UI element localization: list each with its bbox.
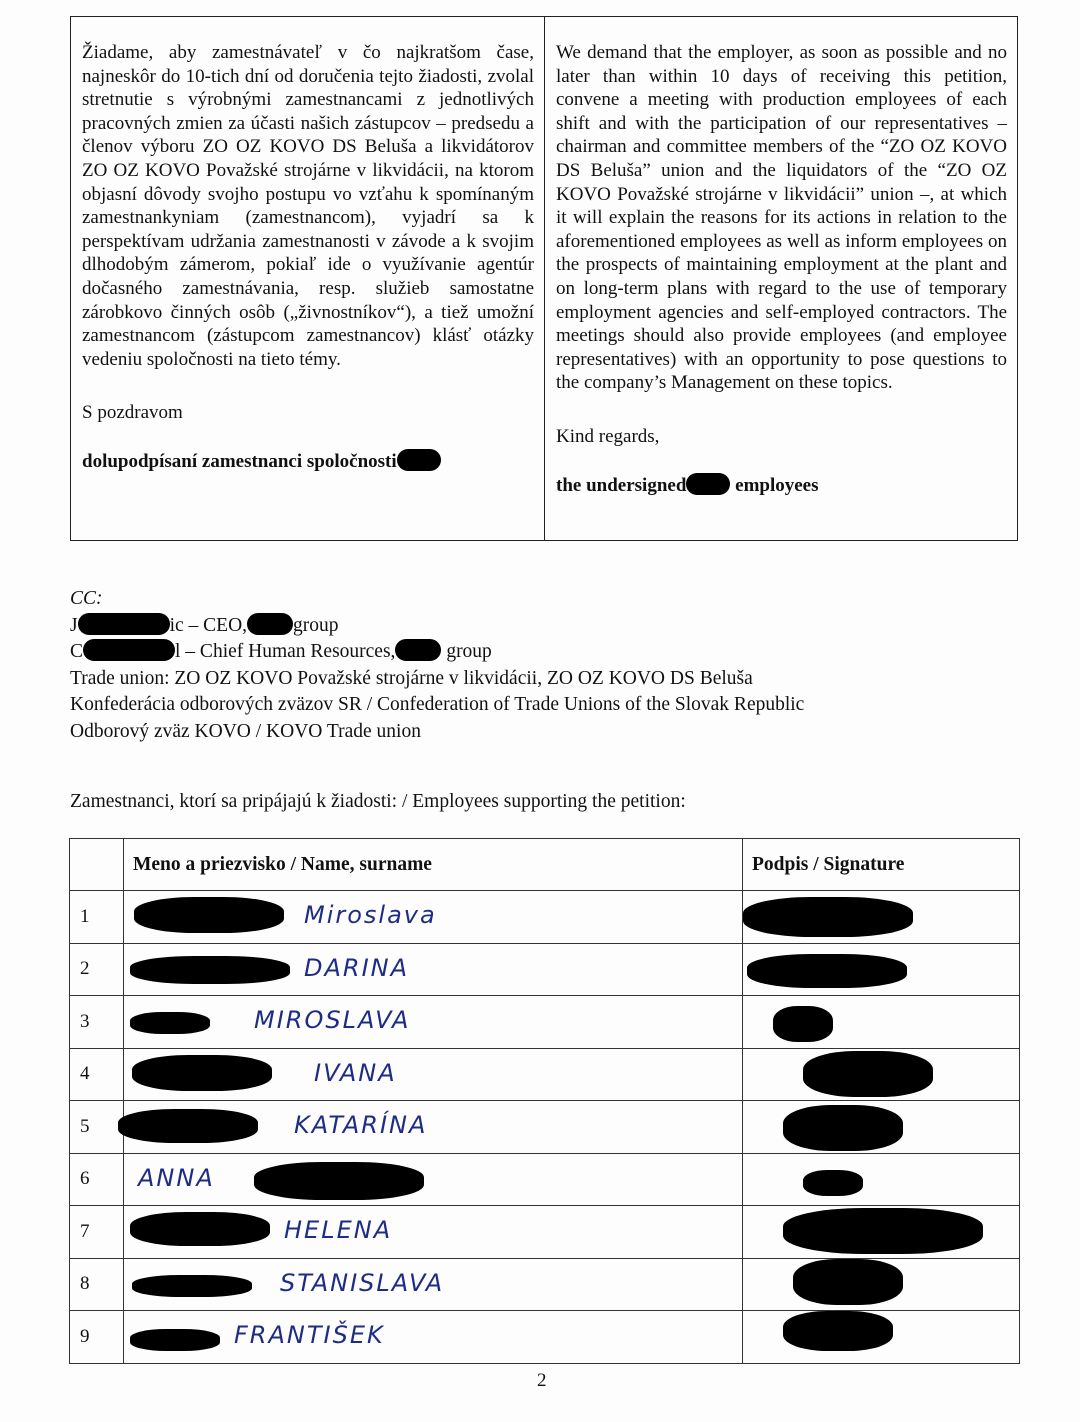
signature-cell: [743, 943, 1020, 996]
cc-hr-initial: C: [70, 641, 84, 663]
redaction-mark: [686, 473, 730, 495]
cc-hr-group: group: [441, 641, 492, 663]
signature-row: [70, 1153, 1020, 1206]
cc-hr-role: l – Chief Human Resources,: [175, 641, 396, 663]
handwritten-first-name: KATARÍNA: [294, 1111, 428, 1139]
handwritten-first-name: IVANA: [314, 1058, 397, 1087]
cc-line-hr: [70, 639, 804, 666]
signature-cell: [743, 891, 1020, 944]
slovak-signoff-text: dolupodpísaní zamestnanci spoločnosti: [82, 450, 397, 472]
signature-cell: [743, 1101, 1020, 1154]
name-cell: [124, 1048, 743, 1101]
row-number: 1: [70, 891, 124, 944]
name-cell: [124, 1153, 743, 1206]
signature-cell: [743, 1311, 1020, 1364]
english-signoff: [556, 473, 1007, 498]
redacted-signature: [783, 1105, 903, 1151]
bilingual-petition-table: [70, 16, 1018, 541]
supporting-label: Zamestnanci, ktorí sa pripájajú k žiadosti: / Employees supporting the petition:: [70, 791, 686, 812]
name-cell: [124, 1206, 743, 1259]
signature-cell: [743, 1048, 1020, 1101]
handwritten-first-name: Miroslava: [304, 901, 437, 929]
name-cell: [124, 996, 743, 1049]
redacted-signature: [803, 1051, 933, 1097]
signature-row: [70, 891, 1020, 944]
signature-row: [70, 1206, 1020, 1259]
row-number: 8: [70, 1258, 124, 1311]
redaction-mark: [130, 1012, 210, 1034]
row-number: 2: [70, 943, 124, 996]
slovak-petition-text: Žiadame, aby zamestnávateľ v čo najkratšom čase, najneskôr do 10-tich dní od doručenia tejto žiadosti, zvolal stretnutie s výrobnými zamestnancami z jednotlivých pracovných zmien za účasti našich zástupcov – predsedu a členov výboru ZO OZ KOVO DS Beluša a likvidátorov ZO OZ KOVO Považské strojárne v likvidácii, na ktorom objasní dôvody svojho postupu vo vzťahu k spomínaným zamestnankyniam (zamestnancom), vyjadrí sa k perspektívam udržania zamestnanosti v závode a k svojim dlhodobým zámerom, pokiaľ ide o využívanie agentúr dočasného zamestnávania, resp. služieb samostatne zárobkovo činných osôb („živnostníkov“), a tiež umožní zamestnancom (zástupcom zamestnancov) klásť otázky vedeniu spoločnosti na tieto témy.: [82, 42, 534, 370]
cc-ceo-role: ic – CEO,: [169, 614, 248, 636]
redacted-signature: [793, 1259, 903, 1305]
signature-table: [69, 838, 1020, 1364]
cc-ceo-initial: J: [70, 614, 78, 636]
redaction-mark: [130, 1212, 270, 1246]
english-regards: Kind regards,: [556, 425, 660, 447]
redaction-mark: [132, 1055, 272, 1091]
header-name: Meno a priezvisko / Name, surname: [124, 839, 743, 891]
row-number: 4: [70, 1048, 124, 1101]
row-number: 7: [70, 1206, 124, 1259]
name-cell: [124, 1311, 743, 1364]
redaction-mark: [78, 613, 170, 635]
name-cell: [124, 891, 743, 944]
redacted-signature: [773, 1006, 833, 1042]
row-number: 6: [70, 1153, 124, 1206]
redaction-mark: [83, 639, 175, 661]
slovak-regards: S pozdravom: [82, 402, 183, 424]
handwritten-first-name: DARINA: [304, 953, 410, 982]
redacted-signature: [803, 1170, 863, 1196]
page-number: 2: [537, 1370, 547, 1391]
signature-row: [70, 1258, 1020, 1311]
english-signoff-a: the undersigned: [556, 474, 687, 496]
row-number: 5: [70, 1101, 124, 1154]
cc-line-trade-union: Trade union: ZO OZ KOVO Považské strojárne v likvidácii, ZO OZ KOVO DS Beluša: [70, 667, 753, 689]
slovak-signoff: [82, 449, 534, 474]
redaction-mark: [247, 613, 293, 635]
signature-row: [70, 996, 1020, 1049]
name-cell: [124, 1258, 743, 1311]
row-number: 3: [70, 996, 124, 1049]
handwritten-first-name: STANISLAVA: [280, 1268, 445, 1297]
redacted-signature: [743, 897, 913, 937]
handwritten-first-name: HELENA: [284, 1216, 393, 1244]
header-signature: Podpis / Signature: [743, 839, 1020, 891]
signature-cell: [743, 1258, 1020, 1311]
english-petition-text: We demand that the employer, as soon as possible and no later than within 10 days of receiving this petition, convene a meeting with production employees of each shift and with the participation of our representatives – chairman and committee members of the “ZO OZ KOVO DS Beluša” union and the liquidators of the “ZO OZ KOVO Považské strojárne v likvidácii” union –, at which it will explain the reasons for its actions in relation to the aforementioned employees as well as inform employees on the prospects of maintaining employment at the plant and on long-term plans with regard to the use of temporary employment agencies and self-employed contractors. The meetings should also provide employees (and employee representatives) with an opportunity to pose questions to the company’s Management on these topics.: [556, 42, 1007, 394]
redaction-mark: [132, 1275, 252, 1297]
cc-block: [70, 586, 804, 746]
english-column: [545, 17, 1017, 540]
cc-line-confederation: Konfederácia odborových zväzov SR / Confederation of Trade Unions of the Slovak Republic: [70, 694, 805, 716]
redaction-mark: [130, 1329, 220, 1351]
signature-table-header: [70, 839, 1020, 891]
handwritten-first-name: ANNA: [138, 1163, 215, 1192]
redacted-signature: [747, 954, 907, 988]
redaction-mark: [395, 639, 441, 661]
signature-cell: [743, 1153, 1020, 1206]
signature-row: [70, 1101, 1020, 1154]
cc-label: CC:: [70, 588, 103, 609]
redaction-mark: [254, 1162, 424, 1200]
cc-ceo-group: group: [293, 614, 339, 636]
cc-line-kovo: Odborový zväz KOVO / KOVO Trade union: [70, 720, 421, 742]
english-signoff-b: employees: [735, 474, 819, 496]
handwritten-first-name: MIROSLAVA: [254, 1006, 411, 1034]
redaction-mark: [397, 449, 441, 471]
name-cell: [124, 943, 743, 996]
slovak-column: [71, 17, 545, 540]
signature-cell: [743, 1206, 1020, 1259]
redaction-mark: [134, 897, 284, 933]
row-number: 9: [70, 1311, 124, 1364]
signature-row: [70, 1311, 1020, 1364]
redaction-mark: [118, 1109, 258, 1143]
redacted-signature: [783, 1208, 983, 1254]
name-cell: [124, 1101, 743, 1154]
handwritten-first-name: FRANTIŠEK: [234, 1321, 385, 1349]
signature-row: [70, 943, 1020, 996]
redaction-mark: [130, 956, 290, 984]
signature-row: [70, 1048, 1020, 1101]
cc-line-ceo: [70, 613, 804, 640]
redacted-signature: [783, 1311, 893, 1351]
signature-cell: [743, 996, 1020, 1049]
header-number: [70, 839, 124, 891]
